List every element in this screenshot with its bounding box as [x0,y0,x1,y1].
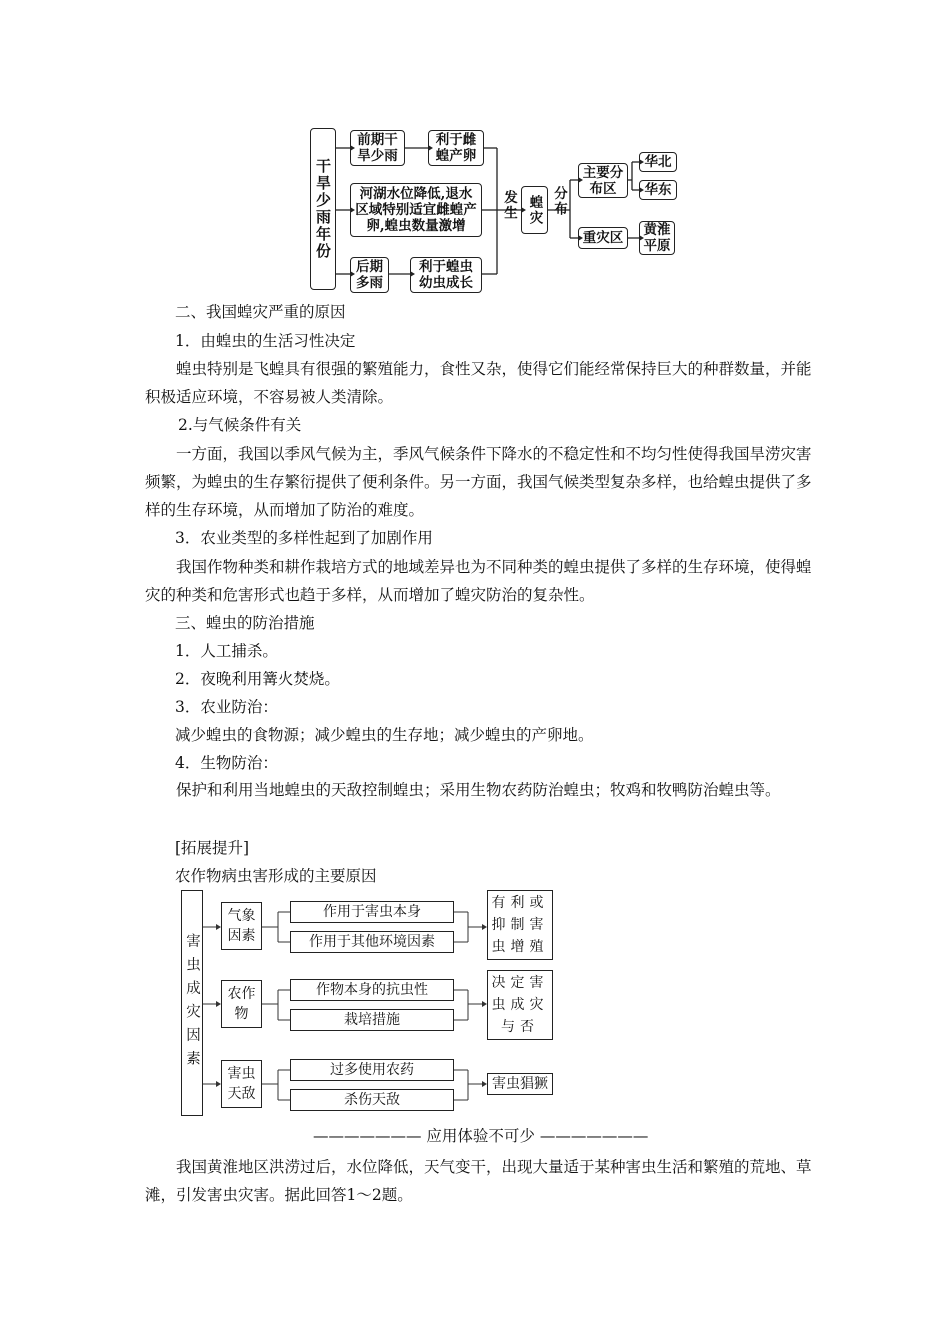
weather-result-box: 有利或抑制害虫增殖 [487,890,553,960]
dry-year-label: 干旱少雨年份 [310,128,336,290]
extension-title: 农作物病虫害形成的主要原因 [175,867,377,885]
larva-growth-box: 利于蝗虫幼虫成长 [410,257,482,293]
huadong-box: 华东 [639,180,677,200]
measure-3: 3．农业防治： [175,698,278,716]
crop-cultivation-box: 栽培措施 [290,1009,454,1031]
crop-resistance-box: 作物本身的抗虫性 [290,979,454,1001]
crop-factor-box: 农作物 [221,980,262,1028]
section2-item3-text: 我国作物种类和耕作栽培方式的地域差异也为不同种类的蝗虫提供了多样的生存环境，使得蝗灾的种类和危害形式也趋于多样，从而增加了蝗灾防治的复杂性。 [145,558,812,604]
section2-item1-title: 1．由蝗虫的生活习性决定 [175,332,356,350]
late-rain-box: 后期多雨 [350,257,389,293]
occur-label: 发生 [501,190,517,221]
section3-heading: 三、蝗虫的防治措施 [175,614,315,632]
kill-enemy-box: 杀伤天敌 [290,1089,454,1111]
section2-item2-title: 2.与气候条件有关 [178,416,302,434]
distribution-label: 分布 [551,186,567,217]
practice-intro: 我国黄淮地区洪涝过后，水位降低，天气变干，出现大量适于某种害虫生活和繁殖的荒地、草滩，引发害虫灾害。据此回答1～2题。 [145,1158,812,1204]
extension-tag: [拓展提升] [175,839,250,857]
weather-factor-box: 气象因素 [221,902,262,950]
section2-item2-text: 一方面，我国以季风气候为主，季风气候条件下降水的不稳定性和不均匀性使得我国旱涝灾害频繁，为蝗虫的生存繁衍提供了便利条件。另一方面，我国气候类型复杂多样，也给蝗虫提供了多样的生存环境，从而增加了防治的难度。 [145,445,812,519]
weather-indirect-box: 作用于其他环境因素 [290,931,454,953]
crop-result-box: 决定害虫成灾与否 [487,970,553,1040]
weather-direct-box: 作用于害虫本身 [290,901,454,923]
measure-4: 4．生物防治： [175,754,278,772]
section2-heading: 二、我国蝗灾严重的原因 [175,303,346,321]
section2-item3-title: 3．农业类型的多样性起到了加剧作用 [175,529,433,547]
measure-3-text: 减少蝗虫的食物源；减少蝗虫的生存地；减少蝗虫的产卵地。 [175,726,594,744]
huabei-box: 华北 [639,152,677,172]
section2-item1-text: 蝗虫特别是飞蝗具有很强的繁殖能力，食性又杂，使得它们能经常保持巨大的种群数量，并能积极适应环境，不容易被人类清除。 [145,360,812,406]
measure-1: 1．人工捕杀。 [175,642,278,660]
pest-factor-label: 害虫成灾因素 [181,890,203,1116]
measure-4-text: 保护和利用当地蝗虫的天敌控制蝗虫；采用生物农药防治蝗虫；牧鸡和牧鸭防治蝗虫等。 [176,781,781,799]
enemy-result-box: 害虫猖獗 [487,1073,553,1095]
enemy-factor-box: 害虫天敌 [221,1060,262,1108]
huanghuai-box: 黄淮平原 [639,221,675,255]
water-level-box: 河湖水位降低,退水区域特别适宜雌蝗产卵,蝗虫数量激增 [350,183,482,237]
main-area-box: 主要分布区 [578,163,628,198]
measure-2: 2．夜晚利用篝火焚烧。 [175,670,340,688]
practice-divider: ——————— 应用体验不可少 ——————— [313,1127,649,1145]
early-dry-box: 前期干旱少雨 [350,130,405,166]
pesticide-overuse-box: 过多使用农药 [290,1059,454,1081]
female-egg-box: 利于雌蝗产卵 [428,130,484,166]
locust-plague-box: 蝗灾 [521,186,548,234]
severe-area-box: 重灾区 [578,227,628,249]
